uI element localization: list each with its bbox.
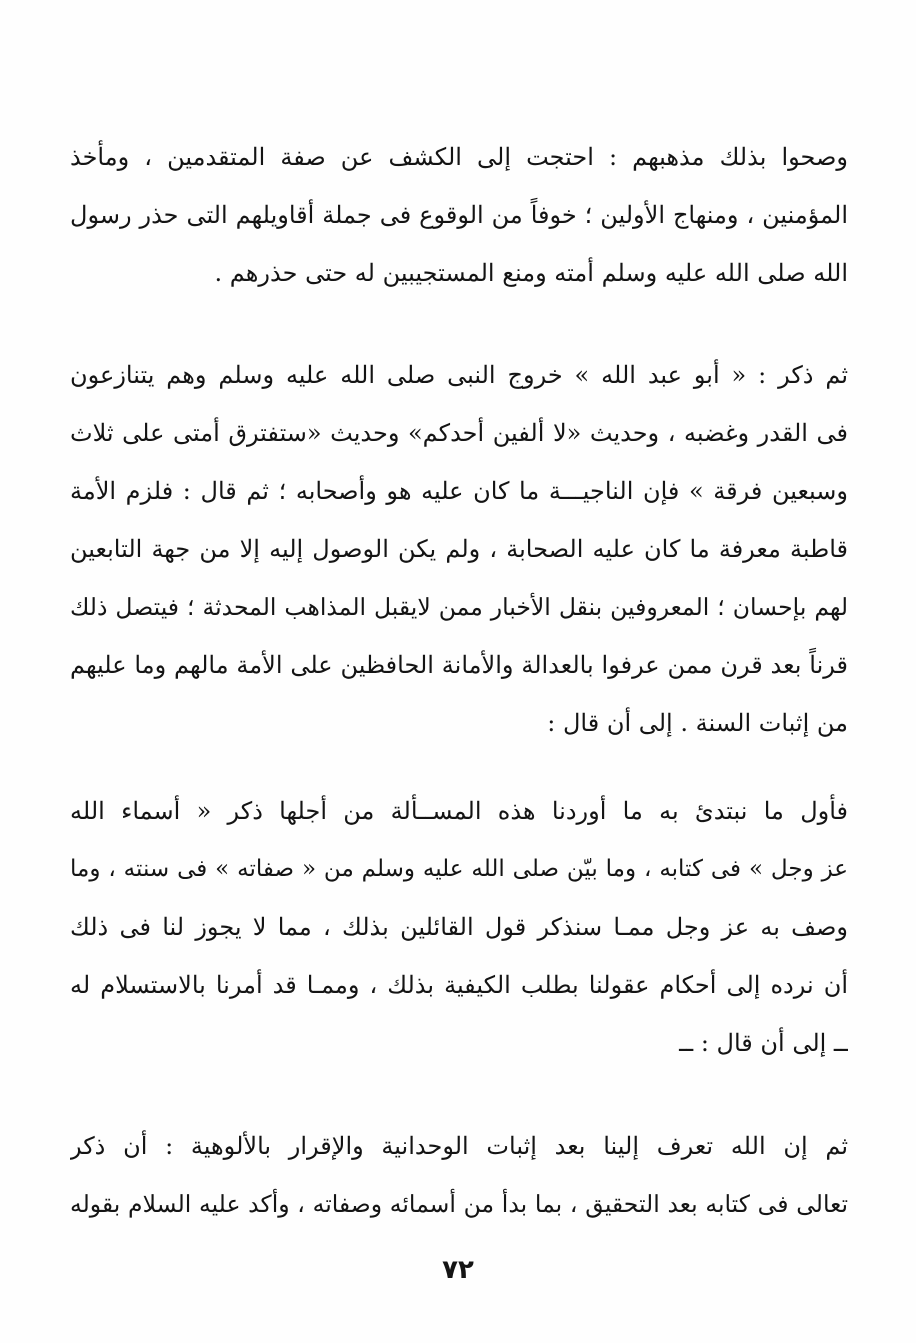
paragraph-2	[70, 346, 848, 752]
text-line: وسبعين فرقة » فإن الناجيـــة ما كان عليه هو وأصحابه ؛ ثم قال : فلزم الأمة	[70, 477, 848, 505]
text-line: فأول ما نبتدئ به ما أوردنا هذه المســألة من أجلها ذكر « أسماء الله	[70, 797, 848, 825]
text-line: ــ إلى أن قال : ــ	[679, 1029, 848, 1057]
text-line: لهم بإحسان ؛ المعروفين بنقل الأخبار ممن لايقبل المذاهب المحدثة ؛ فيتصل ذلك	[70, 593, 848, 621]
text-line: وصف به عز وجل ممـا سنذكر قول القائلين بذلك ، مما لا يجوز لنا فى ذلك	[70, 913, 848, 941]
paragraph-3	[70, 782, 848, 1072]
text-line: ثم ذكر : « أبو عبد الله » خروج النبى صلى الله عليه وسلم وهم يتنازعون	[70, 361, 848, 389]
text-line: وصحوا بذلك مذهبهم : احتجت إلى الكشف عن صفة المتقدمين ، ومأخذ	[70, 143, 848, 171]
text-line: من إثبات السنة . إلى أن قال :	[547, 709, 848, 737]
text-line: أن نرده إلى أحكام عقولنا بطلب الكيفية بذلك ، وممـا قد أمرنا بالاستسلام له	[70, 971, 848, 999]
page-number: ٧٢	[442, 1255, 474, 1285]
paragraph-4	[70, 1117, 848, 1233]
text-line: تعالى فى كتابه بعد التحقيق ، بما بدأ من أسمائه وصفاته ، وأكد عليه السلام بقوله	[70, 1190, 848, 1218]
text-line: المؤمنين ، ومنهاج الأولين ؛ خوفاً من الوقوع فى جملة أقاويلهم التى حذر رسول	[70, 201, 848, 229]
paragraph-1	[70, 128, 848, 302]
text-line: فى القدر وغضبه ، وحديث «لا ألفين أحدكم» وحديث «ستفترق أمتى على ثلاث	[70, 419, 848, 447]
text-line: قاطبة معرفة ما كان عليه الصحابة ، ولم يكن الوصول إليه إلا من جهة التابعين	[70, 535, 848, 563]
text-line: عز وجل » فى كتابه ، وما بيّن صلى الله عليه وسلم من « صفاته » فى سنته ، وما	[70, 856, 848, 882]
text-line: الله صلى الله عليه وسلم أمته ومنع المستجيبين له حتى حذرهم .	[214, 259, 848, 287]
text-line: قرناً بعد قرن ممن عرفوا بالعدالة والأمانة الحافظين على الأمة مالهم وما عليهم	[70, 651, 848, 679]
text-line: ثم إن الله تعرف إلينا بعد إثبات الوحدانية والإقرار بالألوهية : أن ذكر	[70, 1132, 848, 1160]
